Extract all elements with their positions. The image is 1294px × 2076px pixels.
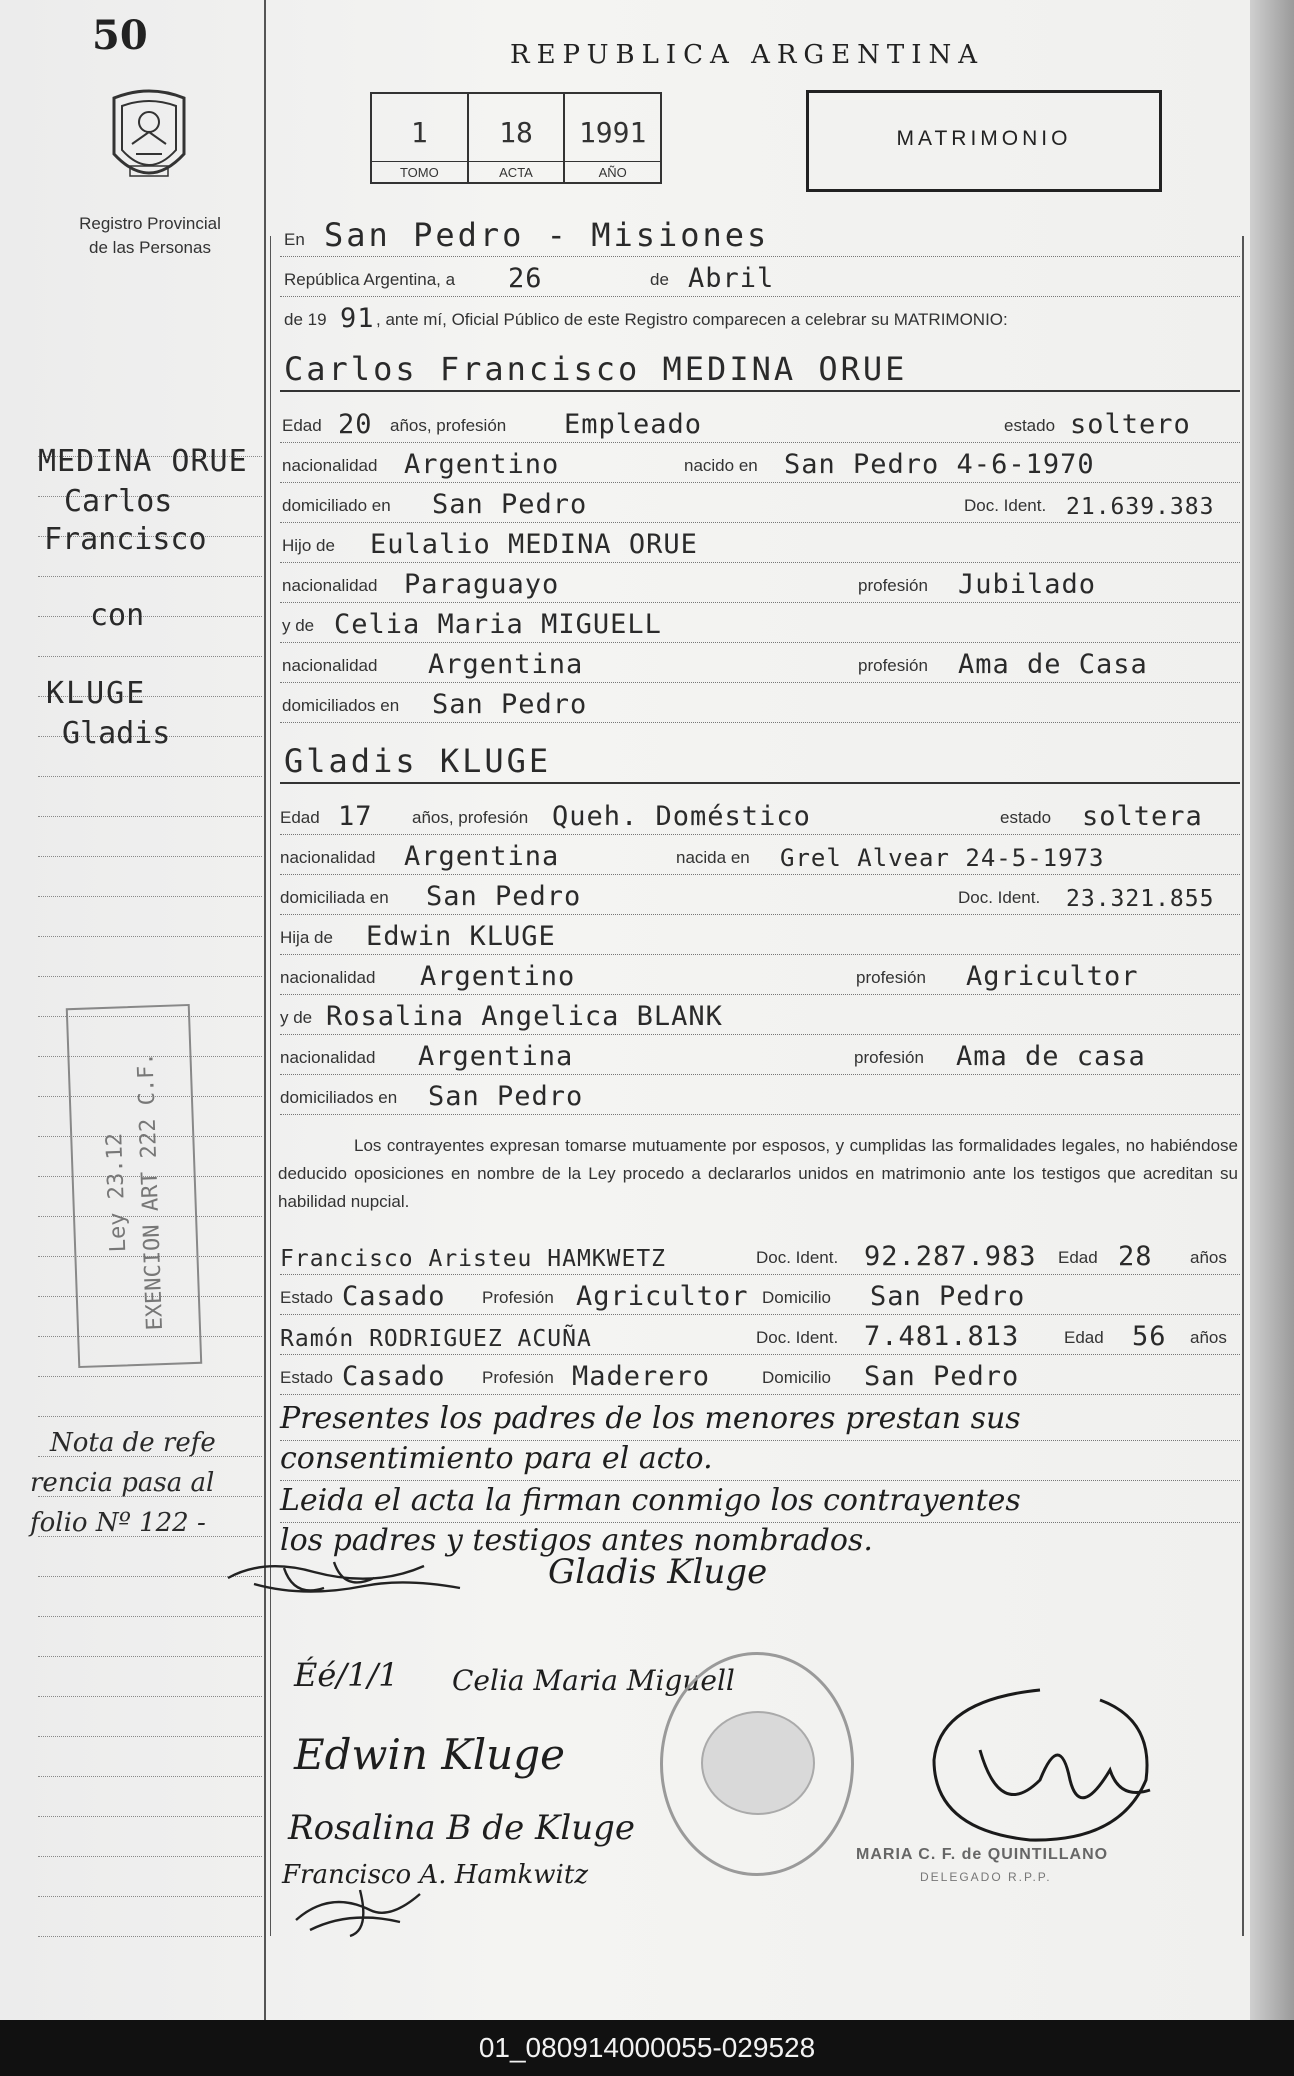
nac-label: nacionalidad	[282, 456, 378, 475]
edad-label: Edad	[1058, 1248, 1098, 1267]
tomo-cell	[372, 94, 469, 182]
bride-nac-row	[280, 840, 1240, 875]
doc-label: Doc. Ident.	[964, 496, 1047, 515]
bride-domicilio: San Pedro	[426, 881, 582, 912]
acta-label: ACTA	[469, 161, 564, 180]
groom-dom-row	[280, 488, 1240, 523]
registro-round-stamp	[660, 1652, 854, 1876]
prof-label: profesión	[858, 576, 928, 595]
witness-2-estado: Casado	[342, 1361, 446, 1392]
estado-label: estado	[1000, 808, 1052, 827]
margin-rule-line	[38, 1656, 262, 1657]
groom-father-nac: Paraguayo	[404, 569, 560, 600]
note-row-2	[280, 1440, 1240, 1481]
groom-edad-row	[280, 408, 1240, 443]
note-line-1: Presentes los padres de los menores prestan sus	[280, 1401, 1021, 1436]
groom-domicilio: San Pedro	[432, 489, 588, 520]
official-signature-flourish	[920, 1660, 1160, 1850]
bride-edad-row	[280, 800, 1240, 835]
bride-mother-row	[280, 1000, 1240, 1035]
witness-1-domicilio: San Pedro	[870, 1281, 1026, 1312]
witness-2-row	[280, 1320, 1240, 1355]
edad-label: Edad	[280, 808, 320, 827]
registro-line-1: Registro Provincial	[79, 214, 221, 233]
acta-number-box	[370, 92, 662, 184]
en-label: En	[284, 230, 305, 249]
nac-label: nacionalidad	[280, 848, 376, 867]
estado-label: Estado	[280, 1288, 333, 1307]
estado-label: estado	[1004, 416, 1056, 435]
signature-rosalina: Rosalina B de Kluge	[288, 1808, 636, 1848]
margin-rule-line	[38, 816, 262, 817]
doc-label: Doc. Ident.	[756, 1248, 839, 1267]
date-row	[280, 262, 1240, 297]
year-value: 91	[340, 303, 375, 334]
flourish-signature-top	[224, 1548, 464, 1608]
note-row-1	[280, 1400, 1240, 1441]
margin-bride-surname: KLUGE	[46, 676, 147, 711]
groom-name-row	[280, 346, 1240, 392]
flourish-signature-bottom	[290, 1880, 450, 1940]
acta-value: 18	[499, 116, 533, 149]
doms-label: domiciliados en	[282, 696, 400, 715]
prof-label: profesión	[856, 968, 926, 987]
note-line-3: Leida el acta la firman conmigo los contrayentes	[280, 1483, 1021, 1518]
margin-note-3: folio Nº 122 -	[30, 1508, 206, 1538]
de-label: de	[650, 270, 669, 289]
margin-surname: MEDINA ORUE	[38, 444, 248, 479]
groom-father-nac-row	[280, 568, 1240, 603]
witness-1-profesion: Agricultor	[576, 1281, 749, 1312]
anos-profesion-label: años, profesión	[412, 808, 529, 827]
edad-label: Edad	[282, 416, 322, 435]
margin-rule-line	[38, 1896, 262, 1897]
groom-mother-nac: Argentina	[428, 649, 584, 680]
margin-rule-line	[38, 1776, 262, 1777]
witness-1-detail-row	[280, 1280, 1240, 1315]
groom-father-prof: Jubilado	[958, 569, 1097, 600]
margin-rule-line	[38, 1376, 262, 1377]
prof-label: profesión	[854, 1048, 924, 1067]
margin-rule-line	[38, 616, 262, 617]
bride-name: Gladis KLUGE	[284, 742, 552, 780]
groom-estado: soltero	[1070, 409, 1191, 440]
witness-2-doc: 7.481.813	[864, 1321, 1020, 1352]
witness-1-name: Francisco Aristeu HAMKWETZ	[280, 1246, 667, 1272]
tomo-label: TOMO	[372, 161, 467, 180]
tomo-value: 1	[410, 116, 428, 149]
bride-mother-nac-row	[280, 1040, 1240, 1075]
matrimonio-box	[806, 90, 1162, 192]
margin-rule-line	[38, 776, 262, 777]
domicilio-label: Domicilio	[762, 1288, 831, 1307]
dom-label: domiciliado en	[282, 496, 391, 515]
place-value: San Pedro - Misiones	[324, 216, 770, 254]
republica-header: REPUBLICA ARGENTINA	[510, 40, 985, 70]
page-edge	[1250, 0, 1294, 2020]
bride-edad: 17	[338, 801, 373, 832]
dom-label: domiciliada en	[280, 888, 389, 907]
nac-label: nacionalidad	[280, 1048, 376, 1067]
bride-dom-row	[280, 880, 1240, 915]
bride-profesion: Queh. Doméstico	[552, 801, 811, 832]
groom-name: Carlos Francisco MEDINA ORUE	[284, 350, 908, 388]
registro-label	[50, 212, 250, 260]
bride-name-row	[280, 738, 1240, 784]
groom-mother-row	[280, 608, 1240, 643]
witness-2-profesion: Maderero	[572, 1361, 711, 1392]
domicilio-label: Domicilio	[762, 1368, 831, 1387]
margin-rule-line	[38, 856, 262, 857]
margin-rule-line	[38, 1416, 262, 1417]
comparecen-text: , ante mí, Oficial Público de este Registro comparecen a celebrar su MATRIMONIO:	[376, 310, 1008, 329]
profesion-label: Profesión	[482, 1368, 554, 1387]
witness-1-row	[280, 1240, 1240, 1275]
anos-profesion-label: años, profesión	[390, 416, 507, 435]
margin-divider-inner	[270, 236, 271, 1936]
signature-gladis: Gladis Kluge	[548, 1552, 768, 1592]
margin-rule-line	[38, 1696, 262, 1697]
place-row	[280, 216, 1240, 257]
bride-mother: Rosalina Angelica BLANK	[326, 1001, 723, 1032]
margin-note-1: Nota de refe	[50, 1428, 216, 1458]
groom-nac-row	[280, 448, 1240, 483]
rep-label: República Argentina, a	[284, 270, 456, 289]
stamp-line-2: EXENCION ART 222 C.F.	[133, 1051, 169, 1331]
note-line-2: consentimiento para el acto.	[280, 1441, 713, 1476]
prof-label: profesión	[858, 656, 928, 675]
declaration-paragraph: Los contrayentes expresan tomarse mutuamente por esposos, y cumplidas las formalidades legales, no habiéndose deducido oposiciones en nombre de la Ley procedo a declararlos unidos en matrimonio ante los testigos que acreditan su habilidad nupcial.	[278, 1136, 1238, 1211]
margin-con: con	[90, 598, 145, 633]
witness-1-doc: 92.287.983	[864, 1241, 1037, 1272]
bride-father-prof: Agricultor	[966, 961, 1139, 992]
signature-francisco: Francisco A. Hamkwitz	[282, 1860, 589, 1890]
folio-number: 50	[92, 12, 148, 59]
bride-mother-prof: Ama de casa	[956, 1041, 1146, 1072]
bride-father: Edwin KLUGE	[366, 921, 556, 952]
bride-doc: 23.321.855	[1066, 886, 1215, 912]
profesion-label: Profesión	[482, 1288, 554, 1307]
margin-rule-line	[38, 1856, 262, 1857]
day-value: 26	[508, 263, 543, 294]
doc-type: MATRIMONIO	[896, 127, 1072, 150]
margin-note-2: rencia pasa al	[30, 1468, 215, 1498]
nac-label: nacionalidad	[282, 656, 378, 675]
groom-father: Eulalio MEDINA ORUE	[370, 529, 698, 560]
ano-cell	[565, 94, 660, 182]
nacida-label: nacida en	[676, 848, 750, 867]
margin-rule-line	[38, 896, 262, 897]
hija-label: Hija de	[280, 928, 333, 947]
signature-edwin: Edwin Kluge	[294, 1730, 565, 1779]
groom-father-row	[280, 528, 1240, 563]
witness-2-domicilio: San Pedro	[864, 1361, 1020, 1392]
margin-given-1: Carlos	[64, 484, 173, 519]
margin-given-2: Francisco	[44, 522, 207, 557]
yde-label: y de	[282, 616, 315, 635]
margin-divider	[264, 0, 266, 2020]
doc-label: Doc. Ident.	[756, 1328, 839, 1347]
margin-rule-line	[38, 1736, 262, 1737]
margin-rule-line	[38, 656, 262, 657]
registro-line-2: de las Personas	[89, 238, 211, 257]
year-row	[280, 302, 1240, 336]
month-value: Abril	[688, 263, 775, 294]
signature-initials: Éé/1/1	[294, 1656, 399, 1694]
stamp-line-1: Ley 23.12	[102, 1132, 132, 1253]
nacido-label: nacido en	[684, 456, 758, 475]
margin-bride-given: Gladis	[62, 716, 171, 751]
margin-rule-line	[38, 576, 262, 577]
acta-cell	[469, 94, 566, 182]
witness-1-edad: 28	[1118, 1241, 1153, 1272]
groom-nacido: San Pedro 4-6-1970	[784, 449, 1095, 480]
bride-father-row	[280, 920, 1240, 955]
groom-parents-dom: San Pedro	[432, 689, 588, 720]
margin-rule-line	[38, 1816, 262, 1817]
doms-label: domiciliados en	[280, 1088, 398, 1107]
groom-profesion: Empleado	[564, 409, 703, 440]
yde-label: y de	[280, 1008, 313, 1027]
image-filename: 01_080914000055-029528	[0, 2020, 1294, 2076]
ano-label: AÑO	[565, 161, 660, 180]
groom-mother-prof: Ama de Casa	[958, 649, 1148, 680]
bride-parents-dom: San Pedro	[428, 1081, 584, 1112]
witness-1-estado: Casado	[342, 1281, 446, 1312]
ano-value: 1991	[578, 116, 647, 149]
signature-celia: Celia Maria Miguell	[452, 1664, 735, 1697]
groom-mother: Celia Maria MIGUELL	[334, 609, 662, 640]
anos-label: años	[1190, 1328, 1227, 1347]
bride-nacionalidad: Argentina	[404, 841, 560, 872]
note-row-3	[280, 1482, 1240, 1523]
hijo-label: Hijo de	[282, 536, 335, 555]
margin-rule-line	[38, 936, 262, 937]
anos-label: años	[1190, 1248, 1227, 1267]
estado-label: Estado	[280, 1368, 333, 1387]
exemption-stamp-text	[94, 1021, 174, 1363]
groom-nacionalidad: Argentino	[404, 449, 560, 480]
edad-label: Edad	[1064, 1328, 1104, 1347]
bride-father-nac: Argentino	[420, 961, 576, 992]
witness-2-detail-row	[280, 1360, 1240, 1395]
doc-label: Doc. Ident.	[958, 888, 1041, 907]
witness-2-name: Ramón RODRIGUEZ ACUÑA	[280, 1326, 592, 1352]
groom-doc: 21.639.383	[1066, 494, 1215, 520]
margin-rule-line	[38, 1936, 262, 1937]
bride-parents-dom-row	[280, 1080, 1240, 1115]
groom-parents-dom-row	[280, 688, 1240, 723]
exemption-stamp	[66, 1004, 202, 1368]
margin-rule-line	[38, 976, 262, 977]
groom-edad: 20	[338, 409, 373, 440]
nac-label: nacionalidad	[280, 968, 376, 987]
bride-nacida: Grel Alvear 24-5-1973	[780, 844, 1105, 872]
margin-rule-line	[38, 1616, 262, 1617]
official-stamp-role: DELEGADO R.P.P.	[920, 1870, 1052, 1884]
bride-father-nac-row	[280, 960, 1240, 995]
official-stamp-name: MARIA C. F. de QUINTILLANO	[856, 1846, 1109, 1863]
bride-estado: soltera	[1082, 801, 1203, 832]
right-border	[1242, 236, 1244, 1936]
groom-mother-nac-row	[280, 648, 1240, 683]
year-prefix: de 19	[284, 310, 327, 329]
nac-label: nacionalidad	[282, 576, 378, 595]
witness-2-edad: 56	[1132, 1321, 1167, 1352]
provincial-seal-icon	[106, 88, 192, 196]
note-line-4: los padres y testigos antes nombrados.	[280, 1523, 873, 1558]
bride-mother-nac: Argentina	[418, 1041, 574, 1072]
